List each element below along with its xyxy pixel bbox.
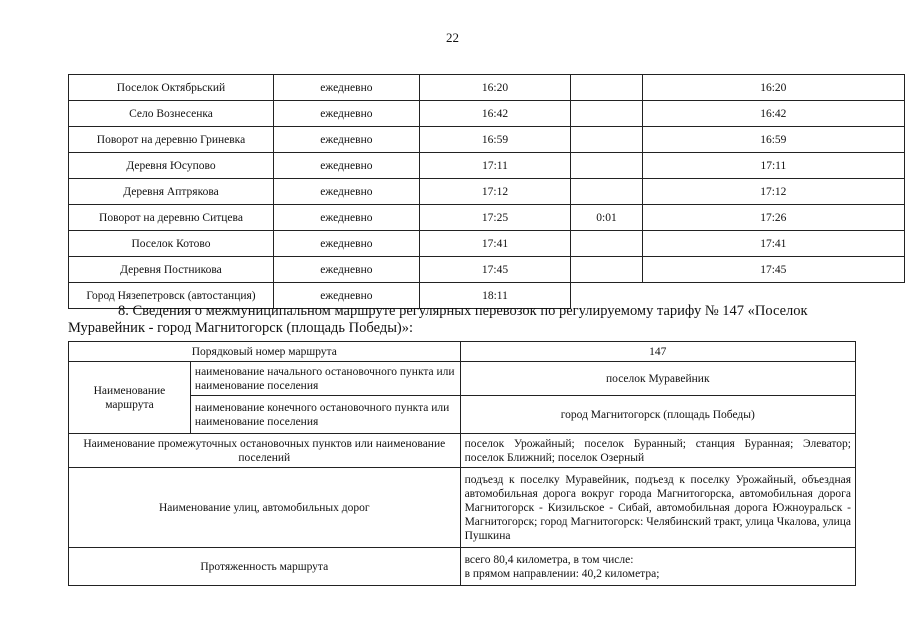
intermediate-stops-value: поселок Урожайный; поселок Буранный; станция Буранная; Элеватор; поселок Ближний; поселок Озерный xyxy=(460,434,855,468)
route-number-label: Порядковый номер маршрута xyxy=(69,342,461,362)
table-row xyxy=(69,153,905,179)
arrival-time-cell: 17:11 xyxy=(419,153,571,179)
stop-duration-cell xyxy=(571,127,642,153)
table-row xyxy=(69,205,905,231)
stop-name-cell: Деревня Постникова xyxy=(69,257,274,283)
arrival-time-cell: 16:42 xyxy=(419,101,571,127)
route-info-table xyxy=(68,341,856,586)
frequency-cell: ежедневно xyxy=(273,257,419,283)
return-time-cell: 17:26 xyxy=(642,205,904,231)
frequency-cell: ежедневно xyxy=(273,101,419,127)
frequency-cell: ежедневно xyxy=(273,283,419,309)
section-heading-line2: Муравейник - город Магнитогорск (площадь Победы)»: xyxy=(68,320,414,336)
table-row xyxy=(69,75,905,101)
frequency-cell: ежедневно xyxy=(273,75,419,101)
table-row xyxy=(69,101,905,127)
frequency-cell: ежедневно xyxy=(273,179,419,205)
frequency-cell: ежедневно xyxy=(273,205,419,231)
end-point-value: город Магнитогорск (площадь Победы) xyxy=(460,396,855,434)
stop-name-cell: Деревня Юсупово xyxy=(69,153,274,179)
return-time-cell: 16:59 xyxy=(642,127,904,153)
stop-duration-cell xyxy=(571,231,642,257)
frequency-cell: ежедневно xyxy=(273,153,419,179)
stop-name-cell: Село Вознесенка xyxy=(69,101,274,127)
return-time-cell: 16:42 xyxy=(642,101,904,127)
arrival-time-cell: 17:45 xyxy=(419,257,571,283)
route-length-forward: в прямом направлении: 40,2 километра; xyxy=(464,567,660,580)
intermediate-stops-label: Наименование промежуточных остановочных пунктов или наименование поселений xyxy=(69,434,461,468)
stop-name-cell: Деревня Аптрякова xyxy=(69,179,274,205)
start-point-label: наименование начального остановочного пункта или наименование поселения xyxy=(190,362,460,396)
stop-duration-cell xyxy=(571,101,642,127)
table-row xyxy=(69,179,905,205)
arrival-time-cell: 17:41 xyxy=(419,231,571,257)
route-length-total: всего 80,4 километра, в том числе: xyxy=(464,553,634,566)
schedule-table xyxy=(68,74,905,309)
arrival-time-cell: 16:20 xyxy=(419,75,571,101)
frequency-cell: ежедневно xyxy=(273,231,419,257)
frequency-cell: ежедневно xyxy=(273,127,419,153)
arrival-time-cell: 17:12 xyxy=(419,179,571,205)
return-time-cell: 16:20 xyxy=(642,75,904,101)
return-time-cell: 17:12 xyxy=(642,179,904,205)
stop-duration-cell xyxy=(571,153,642,179)
table-row xyxy=(69,257,905,283)
return-time-cell: 17:45 xyxy=(642,257,904,283)
stop-duration-cell xyxy=(571,179,642,205)
return-time-cell: 17:11 xyxy=(642,153,904,179)
stop-name-cell: Город Нязепетровск (автостанция) xyxy=(69,283,274,309)
section-heading-line1: 8. Сведения о межмуниципальном маршруте регулярных перевозок по регулируемому тарифу № 147 «Поселок xyxy=(118,303,808,319)
stop-name-cell: Поворот на деревню Гриневка xyxy=(69,127,274,153)
table-row xyxy=(69,127,905,153)
route-length-value xyxy=(460,548,855,586)
end-point-label: наименование конечного остановочного пункта или наименование поселения xyxy=(190,396,460,434)
stop-name-cell: Поворот на деревню Ситцева xyxy=(69,205,274,231)
stop-duration-cell xyxy=(571,75,642,101)
section-heading xyxy=(68,303,856,337)
route-number-value: 147 xyxy=(460,342,855,362)
return-time-cell: 17:41 xyxy=(642,231,904,257)
stop-duration-cell: 0:01 xyxy=(571,205,642,231)
streets-label: Наименование улиц, автомобильных дорог xyxy=(69,468,461,548)
streets-value: подъезд к поселку Муравейник, подъезд к поселку Урожайный, объездная автомобильная дорога вокруг города Магнитогорска, автомобильная дорога Магнитогорск - Кизильское - Сибай, автомобильная дорога Южноуральск - Магнитогорск; город Магнитогорск: Челябинский тракт, улица Чкалова, улица Пушкина xyxy=(460,468,855,548)
stop-name-cell: Поселок Котово xyxy=(69,231,274,257)
route-length-label: Протяженность маршрута xyxy=(69,548,461,586)
arrival-time-cell: 18:11 xyxy=(419,283,571,309)
stop-duration-cell xyxy=(571,257,642,283)
page-number: 22 xyxy=(446,30,459,45)
start-point-value: поселок Муравейник xyxy=(460,362,855,396)
stop-name-cell: Поселок Октябрьский xyxy=(69,75,274,101)
route-name-label: Наименование маршрута xyxy=(69,362,191,434)
arrival-time-cell: 16:59 xyxy=(419,127,571,153)
arrival-time-cell: 17:25 xyxy=(419,205,571,231)
table-row xyxy=(69,231,905,257)
